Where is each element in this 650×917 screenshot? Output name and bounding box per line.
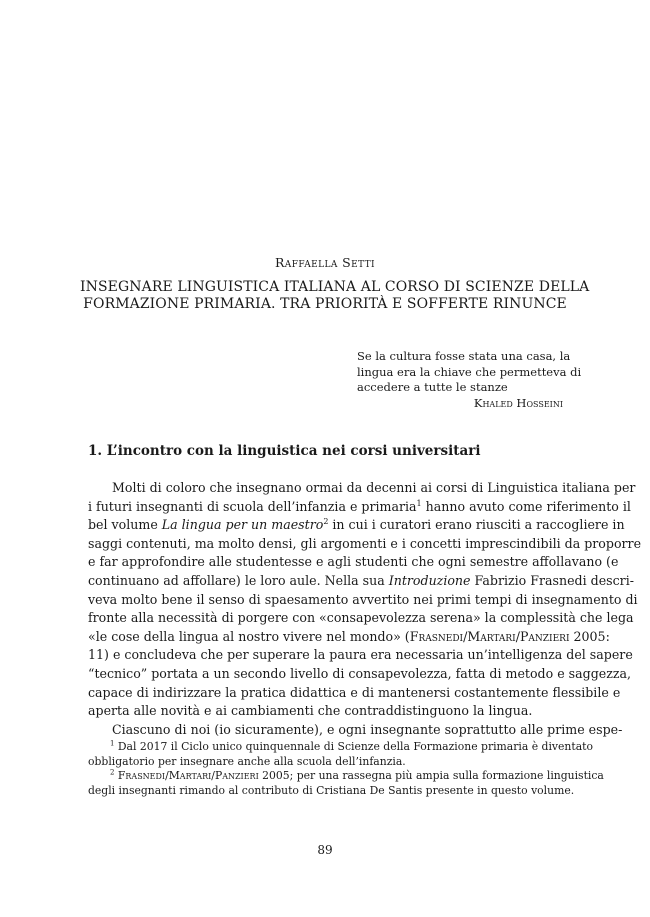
body-text-run: 2005: bbox=[569, 628, 610, 644]
body-text-run: hanno avuto come riferimento il bbox=[421, 498, 631, 514]
footnote-2-number: 2 bbox=[110, 768, 115, 777]
footnote-1-number: 1 bbox=[110, 739, 115, 748]
body-line bbox=[88, 628, 610, 647]
citation-authors: Frasnedi/Martari/Panzieri bbox=[117, 769, 259, 783]
section-heading: 1. L’incontro con la linguistica nei corsi universitari bbox=[88, 443, 481, 459]
footnote-ref-2[interactable]: 2 bbox=[323, 517, 329, 526]
body-line: fronte alla necessità di porgere con «consapevolezza serena» la complessità che lega bbox=[88, 610, 634, 626]
chapter-title-line-2: FORMAZIONE PRIMARIA. TRA PRIORITÀ E SOFFERTE RINUNCE bbox=[83, 296, 567, 312]
footnote-2-line: degli insegnanti rimando al contributo di Cristiana De Santis presente in questo volume. bbox=[88, 783, 575, 797]
chapter-title-line-1: INSEGNARE LINGUISTICA ITALIANA AL CORSO DI SCIENZE DELLA bbox=[80, 279, 590, 295]
body-line: capace di indirizzare la pratica didattica e di mantenersi costantemente flessibile e bbox=[88, 684, 621, 700]
footnote-text-run: 2005; per una rassegna più ampia sulla formazione linguistica bbox=[258, 769, 604, 783]
introduction-italic: Introduzione bbox=[388, 572, 471, 588]
body-text-run: Fabrizio Frasnedi descri- bbox=[470, 572, 634, 588]
book-title-italic: La lingua per un maestro bbox=[161, 517, 324, 533]
footnote-text-run: Dal 2017 il Ciclo unico quinquennale di Scienze della Formazione primaria è diventato bbox=[114, 740, 593, 753]
body-text-run: «le cose della lingua al nostro vivere nel mondo» ( bbox=[88, 628, 410, 644]
body-line bbox=[88, 572, 634, 591]
body-line: veva molto bene il senso di spaesamento avvertito nei primi tempi di insegnamento di bbox=[88, 591, 638, 607]
footnote-1-line bbox=[88, 739, 593, 755]
body-line: Ciascuno di noi (io sicuramente), e ogni insegnante soprattutto alle prime espe- bbox=[112, 721, 623, 737]
citation-authors: Frasnedi/Martari/Panzieri bbox=[409, 628, 570, 644]
body-line: 11) e concludeva che per superare la paura era necessaria un’intelligenza del sapere bbox=[88, 647, 633, 663]
body-text-run: in cui i curatori erano riusciti a raccogliere in bbox=[328, 517, 625, 533]
epigraph-author: Khaled Hosseini bbox=[473, 395, 563, 410]
chapter-title bbox=[80, 279, 590, 313]
body-line: “tecnico” portata a un secondo livello di consapevolezza, fatta di metodo e saggezza, bbox=[88, 665, 631, 681]
footnotes bbox=[88, 739, 604, 798]
footnote-1-line: obbligatorio per insegnare anche alla scuola dell’infanzia. bbox=[88, 754, 406, 768]
body-line: Molti di coloro che insegnano ormai da decenni ai corsi di Linguistica italiana per bbox=[112, 480, 636, 495]
body-line bbox=[88, 516, 625, 535]
footnote-ref-1[interactable]: 1 bbox=[416, 498, 422, 508]
body-text-run: bel volume bbox=[88, 517, 162, 533]
body-line: saggi contenuti, ma molto densi, gli argomenti e i concetti imprescindibili da proporre bbox=[88, 535, 642, 551]
page-number: 89 bbox=[317, 843, 333, 857]
body-text-run: i futuri insegnanti di scuola dell’infanzia e primaria bbox=[88, 498, 417, 514]
body-line: aperta alle novità e ai cambiamenti che contraddistinguono la lingua. bbox=[88, 703, 533, 719]
body-line bbox=[88, 498, 631, 517]
chapter-author: Raffaella Setti bbox=[275, 255, 375, 270]
epigraph-line-3: accedere a tutte le stanze bbox=[357, 380, 508, 394]
epigraph-line-1: Se la cultura fosse stata una casa, la bbox=[357, 349, 571, 363]
body-line: e far approfondire alle studentesse e agli studenti che ogni semestre affollavano (e bbox=[88, 554, 619, 570]
epigraph-line-2: lingua era la chiave che permetteva di bbox=[357, 364, 582, 379]
footnote-2-line bbox=[88, 768, 604, 784]
body-text-run: continuano ad affollare) le loro aule. Nella sua bbox=[88, 572, 389, 588]
epigraph bbox=[357, 349, 582, 411]
body-paragraphs bbox=[88, 479, 642, 739]
